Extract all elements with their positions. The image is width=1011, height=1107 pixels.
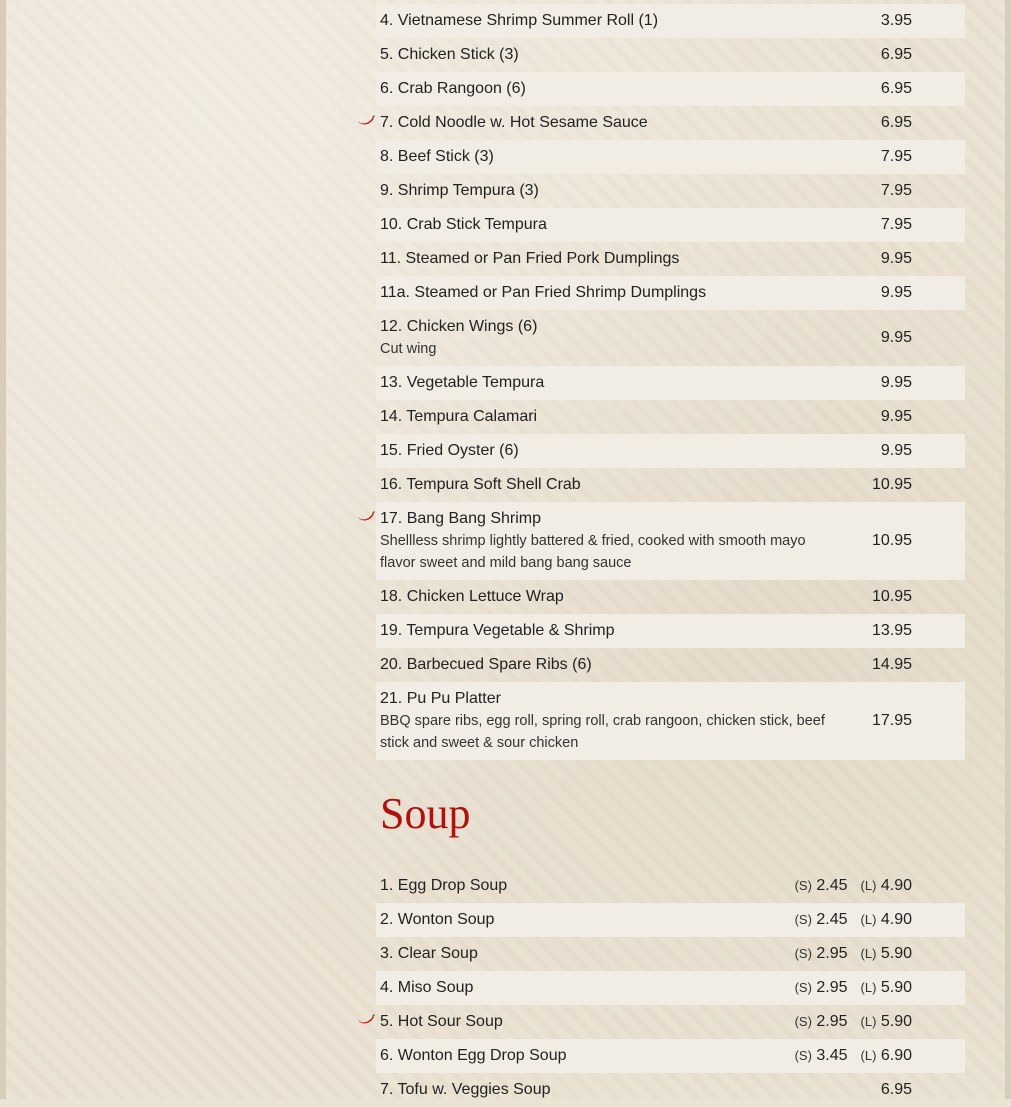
appetizer-list xyxy=(376,4,965,760)
item-price: 10.95 xyxy=(871,476,912,493)
item-price: 9.95 xyxy=(880,329,912,346)
item-name: 17. Bang Bang Shrimp xyxy=(380,510,541,527)
price-large: 4.90 xyxy=(880,877,912,894)
item-name: 11. Steamed or Pan Fried Pork Dumplings xyxy=(380,250,680,267)
item-price: 9.95 xyxy=(880,250,912,267)
price-large: 5.90 xyxy=(880,945,912,962)
menu-item xyxy=(376,366,965,400)
item-name: 15. Fried Oyster (6) xyxy=(380,442,519,459)
price-small: 2.95 xyxy=(816,945,848,962)
item-name: 7. Cold Noodle w. Hot Sesame Sauce xyxy=(380,114,648,131)
menu-item xyxy=(376,580,965,614)
menu-item xyxy=(376,434,965,468)
item-price: 6.95 xyxy=(880,46,912,63)
item-price: 10.95 xyxy=(871,532,912,549)
item-price: 6.95 xyxy=(880,1081,912,1098)
menu-item xyxy=(376,682,965,760)
item-name: 21. Pu Pu Platter xyxy=(380,690,501,707)
item-price-sizes xyxy=(795,945,912,963)
item-price: 13.95 xyxy=(871,622,912,639)
item-name: 13. Vegetable Tempura xyxy=(380,374,545,391)
size-large-label: (L) xyxy=(860,1048,877,1063)
chili-pepper-icon xyxy=(357,1013,375,1025)
item-name: 4. Vietnamese Shrimp Summer Roll (1) xyxy=(380,12,659,29)
menu-item xyxy=(376,502,965,580)
menu-item xyxy=(376,468,965,502)
item-name: 20. Barbecued Spare Ribs (6) xyxy=(380,656,592,673)
size-small-label: (S) xyxy=(794,878,812,893)
size-small-label: (S) xyxy=(794,1014,812,1029)
item-price: 9.95 xyxy=(880,284,912,301)
price-small: 2.45 xyxy=(816,911,848,928)
menu-item xyxy=(376,106,965,140)
price-large: 6.90 xyxy=(880,1047,912,1064)
chili-pepper-icon xyxy=(357,510,375,522)
menu-item xyxy=(376,208,965,242)
item-price: 14.95 xyxy=(871,656,912,673)
item-price: 10.95 xyxy=(871,588,912,605)
menu-item xyxy=(376,869,965,903)
item-name: 5. Chicken Stick (3) xyxy=(380,46,519,63)
item-price: 9.95 xyxy=(880,408,912,425)
item-name: 18. Chicken Lettuce Wrap xyxy=(380,588,564,605)
size-small-label: (S) xyxy=(794,912,812,927)
item-description: Cut wing xyxy=(380,341,437,357)
size-small-label: (S) xyxy=(794,946,812,961)
price-large: 4.90 xyxy=(880,911,912,928)
size-small-label: (S) xyxy=(794,980,812,995)
menu-item xyxy=(376,38,965,72)
size-large-label: (L) xyxy=(860,912,877,927)
menu-item xyxy=(376,4,965,38)
price-small: 3.45 xyxy=(816,1047,848,1064)
size-large-label: (L) xyxy=(860,980,877,995)
item-name: 12. Chicken Wings (6) xyxy=(380,318,538,335)
menu-item xyxy=(376,242,965,276)
size-small-label: (S) xyxy=(794,1048,812,1063)
page-edge-right xyxy=(1005,0,1011,1099)
chili-pepper-icon xyxy=(357,114,375,126)
item-price: 6.95 xyxy=(880,80,912,97)
item-price: 7.95 xyxy=(880,182,912,199)
item-name: 16. Tempura Soft Shell Crab xyxy=(380,476,581,493)
item-price: 9.95 xyxy=(880,442,912,459)
menu-item xyxy=(376,1005,965,1039)
size-large-label: (L) xyxy=(860,1014,877,1029)
item-name: 11a. Steamed or Pan Fried Shrimp Dumplings xyxy=(380,284,707,301)
price-small: 2.45 xyxy=(816,877,848,894)
section-title-soup: Soup xyxy=(380,789,471,838)
item-price-sizes xyxy=(795,1047,912,1065)
item-name: 8. Beef Stick (3) xyxy=(380,148,494,165)
item-name: 2. Wonton Soup xyxy=(380,911,495,928)
size-large-label: (L) xyxy=(860,946,877,961)
item-price-sizes xyxy=(795,877,912,895)
menu-item xyxy=(376,648,965,682)
item-name: 10. Crab Stick Tempura xyxy=(380,216,547,233)
item-name: 1. Egg Drop Soup xyxy=(380,877,508,894)
item-price: 3.95 xyxy=(880,12,912,29)
item-price: 9.95 xyxy=(880,374,912,391)
item-price-sizes xyxy=(795,1013,912,1031)
menu-item xyxy=(376,937,965,971)
item-price: 7.95 xyxy=(880,148,912,165)
item-name: 7. Tofu w. Veggies Soup xyxy=(380,1081,551,1098)
item-price-sizes xyxy=(795,979,912,997)
item-name: 4. Miso Soup xyxy=(380,979,474,996)
item-name: 5. Hot Sour Soup xyxy=(380,1013,503,1030)
size-large-label: (L) xyxy=(860,878,877,893)
item-name: 9. Shrimp Tempura (3) xyxy=(380,182,539,199)
page-edge-left xyxy=(0,0,6,1099)
item-price: 6.95 xyxy=(880,114,912,131)
item-price-sizes xyxy=(795,911,912,929)
price-large: 5.90 xyxy=(880,979,912,996)
item-name: 3. Clear Soup xyxy=(380,945,478,962)
price-small: 2.95 xyxy=(816,979,848,996)
price-large: 5.90 xyxy=(880,1013,912,1030)
menu-item xyxy=(376,903,965,937)
item-price: 7.95 xyxy=(880,216,912,233)
menu-item xyxy=(376,400,965,434)
item-name: 19. Tempura Vegetable & Shrimp xyxy=(380,622,615,639)
menu-item xyxy=(376,140,965,174)
menu-item xyxy=(376,1073,965,1107)
menu-item xyxy=(376,174,965,208)
menu-item xyxy=(376,72,965,106)
menu-item xyxy=(376,310,965,366)
menu-item xyxy=(376,276,965,310)
item-name: 6. Crab Rangoon (6) xyxy=(380,80,526,97)
price-small: 2.95 xyxy=(816,1013,848,1030)
item-description: BBQ spare ribs, egg roll, spring roll, crab rangoon, chicken stick, beef stick and sweet & sour chicken xyxy=(380,713,825,751)
item-price: 17.95 xyxy=(871,712,912,729)
item-name: 14. Tempura Calamari xyxy=(380,408,538,425)
menu-item xyxy=(376,614,965,648)
item-name: 6. Wonton Egg Drop Soup xyxy=(380,1047,567,1064)
menu-item xyxy=(376,971,965,1005)
soup-list xyxy=(376,869,965,1107)
menu-item xyxy=(376,1039,965,1073)
item-description: Shellless shrimp lightly battered & fried, cooked with smooth mayo flavor sweet and mild bang bang sauce xyxy=(380,533,806,571)
